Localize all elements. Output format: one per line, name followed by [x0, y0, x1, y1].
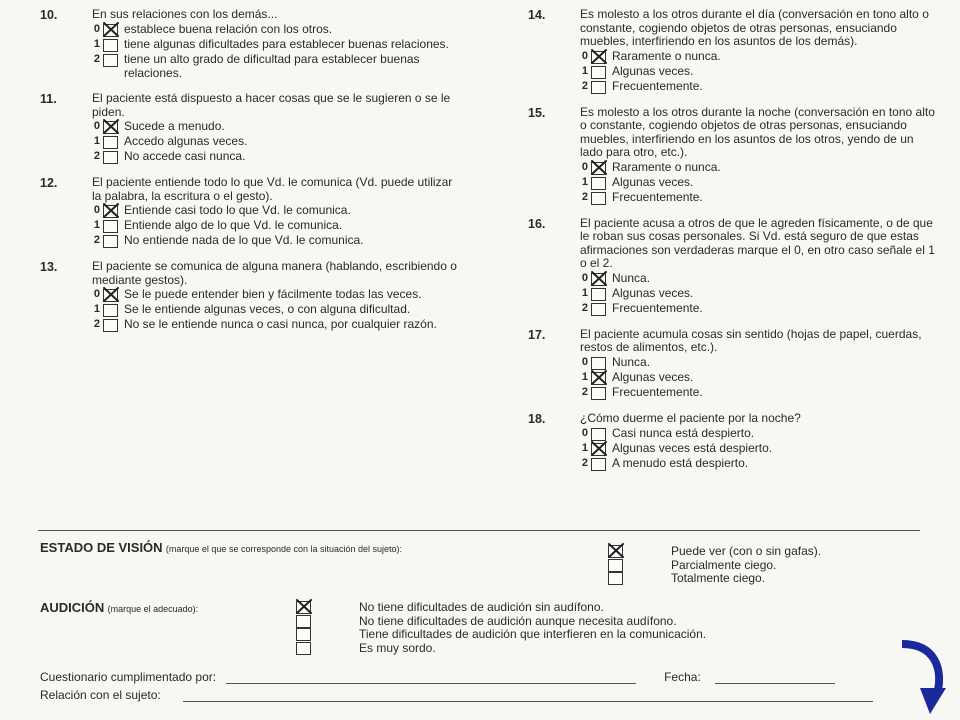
question-text: El paciente está dispuesto a hacer cosas que se le sugieren o se le piden.	[92, 91, 451, 119]
option-code: 2	[581, 385, 588, 398]
option-label: Se le entiende algunas veces, o con alguna dificultad.	[124, 302, 411, 316]
answer-options	[578, 356, 938, 400]
option-label: No se le entiende nunca o casi nunca, por cualquier razón.	[124, 317, 437, 331]
option-label: Casi nunca está despierto.	[612, 425, 755, 440]
question-text: El paciente se comunica de alguna manera (hablando, escribiendo o mediante gestos).	[92, 259, 457, 287]
option-code: 0	[93, 23, 100, 35]
checkbox-checked[interactable]	[591, 372, 606, 385]
answer-option[interactable]	[578, 191, 938, 205]
option-code: 2	[581, 79, 588, 92]
question-number: 11.	[40, 92, 57, 106]
answer-options	[90, 120, 460, 164]
option-label: Algunas veces.	[612, 63, 694, 78]
answer-option[interactable]	[578, 442, 938, 456]
question-header	[40, 176, 460, 203]
x-mark-icon	[590, 271, 608, 287]
checkbox[interactable]	[591, 357, 606, 370]
vision-title: ESTADO DE VISIÓN	[40, 540, 163, 555]
date-field[interactable]	[715, 673, 835, 684]
option-label: Algunas veces.	[612, 285, 694, 300]
question-item	[528, 217, 938, 316]
option-code: 1	[581, 441, 588, 454]
questions-right-column	[528, 8, 938, 483]
hearing-section	[40, 600, 198, 615]
option-label: establece buena relación con los otros.	[124, 22, 333, 36]
question-text: ¿Cómo duerme el paciente por la noche?	[580, 410, 801, 425]
x-mark-icon	[590, 441, 608, 457]
option-code: 2	[93, 150, 100, 162]
option-code: 1	[581, 370, 588, 383]
option-label: Entiende casi todo lo que Vd. le comunica.	[124, 203, 351, 217]
checkbox[interactable]	[296, 642, 311, 655]
section-option-label: No tiene dificultades de audición sin audífono.	[359, 600, 604, 614]
questions-left-column	[40, 8, 460, 344]
question-item	[528, 8, 938, 94]
option-label: Accedo algunas veces.	[124, 134, 248, 148]
checkbox-checked[interactable]	[591, 162, 606, 175]
question-header	[40, 8, 460, 22]
option-code: 0	[93, 288, 100, 300]
option-label: Algunas veces.	[612, 174, 694, 189]
answer-option[interactable]	[578, 161, 938, 175]
question-text: Es molesto a los otros durante el día (conversación en tono alto o constante, cogiendo objetos de otras personas, ensuciando muebles, interfiriendo en los asuntos de los demás).	[580, 7, 929, 48]
question-number: 13.	[40, 260, 58, 274]
checkbox-checked[interactable]	[591, 443, 606, 456]
question-number: 14.	[528, 8, 546, 22]
question-number: 18.	[528, 411, 546, 426]
question-item	[40, 260, 460, 332]
question-text: El paciente acusa a otros de que le agreden físicamente, o de que le roban sus cosas personales. Si Vd. está seguro de que estas afirmaciones son verdaderas marque el 0, en otro caso señale el 1 o el 2.	[580, 215, 935, 270]
answer-option[interactable]	[90, 234, 460, 248]
answer-option[interactable]	[578, 457, 938, 471]
answer-options	[578, 161, 938, 205]
option-label: Frecuentemente.	[612, 78, 703, 93]
answer-option[interactable]	[578, 80, 938, 94]
answer-option[interactable]	[578, 65, 938, 79]
option-code: 0	[581, 49, 588, 62]
section-option-label: Parcialmente ciego.	[671, 557, 777, 572]
answer-option[interactable]	[578, 427, 938, 441]
question-header	[528, 106, 938, 160]
option-code: 0	[93, 120, 100, 132]
checkbox[interactable]	[591, 177, 606, 190]
hearing-options	[296, 601, 706, 655]
question-header	[528, 8, 938, 49]
checkbox[interactable]	[296, 615, 311, 628]
checkbox-checked[interactable]	[591, 273, 606, 286]
checkbox[interactable]	[591, 192, 606, 205]
question-header	[528, 217, 938, 271]
question-number: 17.	[528, 327, 546, 342]
checkbox[interactable]	[103, 220, 118, 233]
option-code: 1	[581, 64, 588, 77]
answer-option[interactable]	[90, 318, 460, 332]
section-divider	[38, 530, 920, 531]
section-option[interactable]	[296, 628, 706, 642]
x-mark-icon	[295, 599, 313, 615]
question-item	[40, 92, 460, 164]
question-text: Es molesto a los otros durante la noche (conversación en tono alto o constante, cogiendo objetos de otras personas, ensuciando muebles, interfiriendo en los asuntos de los otros, yendo de un lado para otro, etc.).	[580, 104, 935, 159]
completed-by-field[interactable]	[226, 673, 636, 684]
answer-option[interactable]	[90, 120, 460, 134]
option-label: No accede casi nunca.	[124, 149, 246, 163]
checkbox-checked[interactable]	[296, 601, 311, 614]
question-number: 10.	[40, 8, 58, 22]
option-label: A menudo está despierto.	[612, 455, 749, 470]
section-option-label: Tiene dificultades de audición que interfieren en la comunicación.	[359, 627, 707, 641]
question-header	[40, 260, 460, 287]
option-code: 1	[581, 286, 588, 299]
question-item	[528, 106, 938, 205]
answer-option[interactable]	[578, 50, 938, 64]
answer-option[interactable]	[90, 135, 460, 149]
option-label: Algunas veces está despierto.	[612, 440, 773, 455]
hearing-title: AUDICIÓN	[40, 600, 105, 615]
option-label: No entiende nada de lo que Vd. le comunica.	[124, 233, 364, 247]
question-header	[528, 412, 938, 426]
section-option-label: No tiene dificultades de audición aunque necesita audífono.	[359, 613, 677, 628]
question-item	[528, 412, 938, 471]
section-option[interactable]	[608, 572, 821, 586]
checkbox[interactable]	[103, 235, 118, 248]
answer-option[interactable]	[90, 303, 460, 317]
option-code: 2	[581, 301, 588, 314]
section-option[interactable]	[608, 545, 821, 559]
option-code: 1	[93, 219, 100, 231]
question-item	[40, 176, 460, 248]
x-mark-icon	[102, 119, 120, 135]
answer-option[interactable]	[578, 302, 938, 316]
option-label: Entiende algo de lo que Vd. le comunica.	[124, 218, 343, 232]
answer-options	[578, 427, 938, 471]
answer-option[interactable]	[578, 386, 938, 400]
checkbox[interactable]	[591, 81, 606, 94]
checkbox-checked[interactable]	[103, 205, 118, 218]
section-option[interactable]	[296, 642, 706, 656]
answer-option[interactable]	[578, 356, 938, 370]
question-header	[40, 92, 460, 119]
option-label: Sucede a menudo.	[124, 119, 225, 133]
checkbox[interactable]	[591, 428, 606, 441]
checkbox[interactable]	[103, 319, 118, 332]
option-code: 2	[93, 53, 100, 65]
section-option[interactable]	[296, 615, 706, 629]
vision-section	[40, 540, 402, 555]
section-option-label: Puede ver (con o sin gafas).	[671, 544, 822, 558]
x-mark-icon	[102, 287, 120, 303]
checkbox[interactable]	[591, 458, 606, 471]
option-code: 2	[93, 234, 100, 246]
answer-option[interactable]	[90, 288, 460, 302]
hearing-hint: (marque el adecuado):	[107, 604, 199, 614]
option-code: 0	[581, 355, 588, 368]
option-code: 0	[581, 160, 588, 173]
checkbox[interactable]	[103, 304, 118, 317]
checkbox-checked[interactable]	[103, 289, 118, 302]
x-mark-icon	[590, 49, 608, 65]
relation-field[interactable]	[183, 691, 873, 702]
checkbox[interactable]	[296, 628, 311, 641]
option-code: 0	[581, 271, 588, 284]
question-text: El paciente entiende todo lo que Vd. le comunica (Vd. puede utilizar la palabra, la escritura o el gesto).	[92, 175, 453, 203]
checkbox[interactable]	[591, 387, 606, 400]
checkbox[interactable]	[591, 66, 606, 79]
option-label: Raramente o nunca.	[612, 48, 721, 63]
answer-option[interactable]	[90, 23, 460, 37]
relation-label: Relación con el sujeto:	[40, 688, 161, 702]
answer-option[interactable]	[578, 176, 938, 190]
section-option[interactable]	[608, 559, 821, 573]
x-mark-icon	[590, 160, 608, 176]
x-mark-icon	[102, 203, 120, 219]
option-code: 0	[581, 426, 588, 439]
answer-options	[578, 50, 938, 94]
question-text: El paciente acumula cosas sin sentido (hojas de papel, cuerdas, restos de alimentos, etc.).	[580, 326, 922, 354]
checkbox[interactable]	[591, 303, 606, 316]
option-label: tiene algunas dificultades para establecer buenas relaciones.	[124, 37, 449, 51]
question-item	[40, 8, 460, 80]
answer-options	[578, 272, 938, 316]
section-option-label: Es muy sordo.	[359, 640, 436, 655]
answer-options	[90, 288, 460, 332]
checkbox-checked[interactable]	[103, 24, 118, 37]
checkbox[interactable]	[608, 572, 623, 585]
option-label: Algunas veces.	[612, 369, 694, 384]
curved-return-arrow-icon[interactable]	[898, 640, 948, 718]
option-label: Frecuentemente.	[612, 189, 703, 204]
x-mark-icon	[590, 370, 608, 386]
answer-option[interactable]	[578, 287, 938, 301]
answer-option[interactable]	[90, 38, 460, 52]
option-label: Nunca.	[612, 270, 651, 285]
option-code: 2	[581, 190, 588, 203]
question-header	[528, 328, 938, 355]
option-code: 0	[93, 204, 100, 216]
option-code: 2	[581, 456, 588, 469]
checkbox-checked[interactable]	[103, 121, 118, 134]
option-label: Frecuentemente.	[612, 384, 703, 399]
option-code: 1	[93, 303, 100, 315]
checkbox[interactable]	[608, 559, 623, 572]
vision-hint: (marque el que se corresponde con la situación del sujeto):	[165, 544, 403, 554]
vision-options	[608, 545, 821, 586]
checkbox[interactable]	[103, 54, 118, 67]
checkbox[interactable]	[103, 39, 118, 52]
option-label: Nunca.	[612, 354, 651, 369]
option-label: Se le puede entender bien y fácilmente todas las veces.	[124, 287, 422, 301]
question-number: 12.	[40, 176, 58, 190]
question-number: 16.	[528, 216, 546, 231]
answer-options	[90, 204, 460, 248]
answer-option[interactable]	[578, 272, 938, 286]
checkbox[interactable]	[591, 288, 606, 301]
answer-option[interactable]	[90, 219, 460, 233]
answer-option[interactable]	[90, 53, 460, 80]
checkbox[interactable]	[103, 151, 118, 164]
completed-by-row	[40, 670, 920, 684]
completed-by-label: Cuestionario cumplimentado por:	[40, 670, 217, 684]
question-item	[528, 328, 938, 400]
section-option-label: Totalmente ciego.	[671, 571, 766, 585]
checkbox-checked[interactable]	[608, 545, 623, 558]
option-code: 1	[93, 135, 100, 147]
checkbox-checked[interactable]	[591, 51, 606, 64]
date-label: Fecha:	[664, 670, 701, 684]
answer-option[interactable]	[90, 204, 460, 218]
option-code: 1	[581, 175, 588, 188]
answer-option[interactable]	[90, 150, 460, 164]
option-label: tiene un alto grado de dificultad para establecer buenas relaciones.	[124, 52, 420, 80]
checkbox[interactable]	[103, 136, 118, 149]
x-mark-icon	[607, 543, 625, 559]
option-code: 2	[93, 318, 100, 330]
x-mark-icon	[102, 22, 120, 38]
section-option[interactable]	[296, 601, 706, 615]
option-label: Frecuentemente.	[612, 300, 703, 315]
answer-options	[90, 23, 460, 80]
relation-row	[40, 688, 920, 702]
question-number: 15.	[528, 105, 546, 120]
answer-option[interactable]	[578, 371, 938, 385]
option-label: Raramente o nunca.	[612, 159, 721, 174]
question-text: En sus relaciones con los demás...	[92, 7, 278, 21]
option-code: 1	[93, 38, 100, 50]
